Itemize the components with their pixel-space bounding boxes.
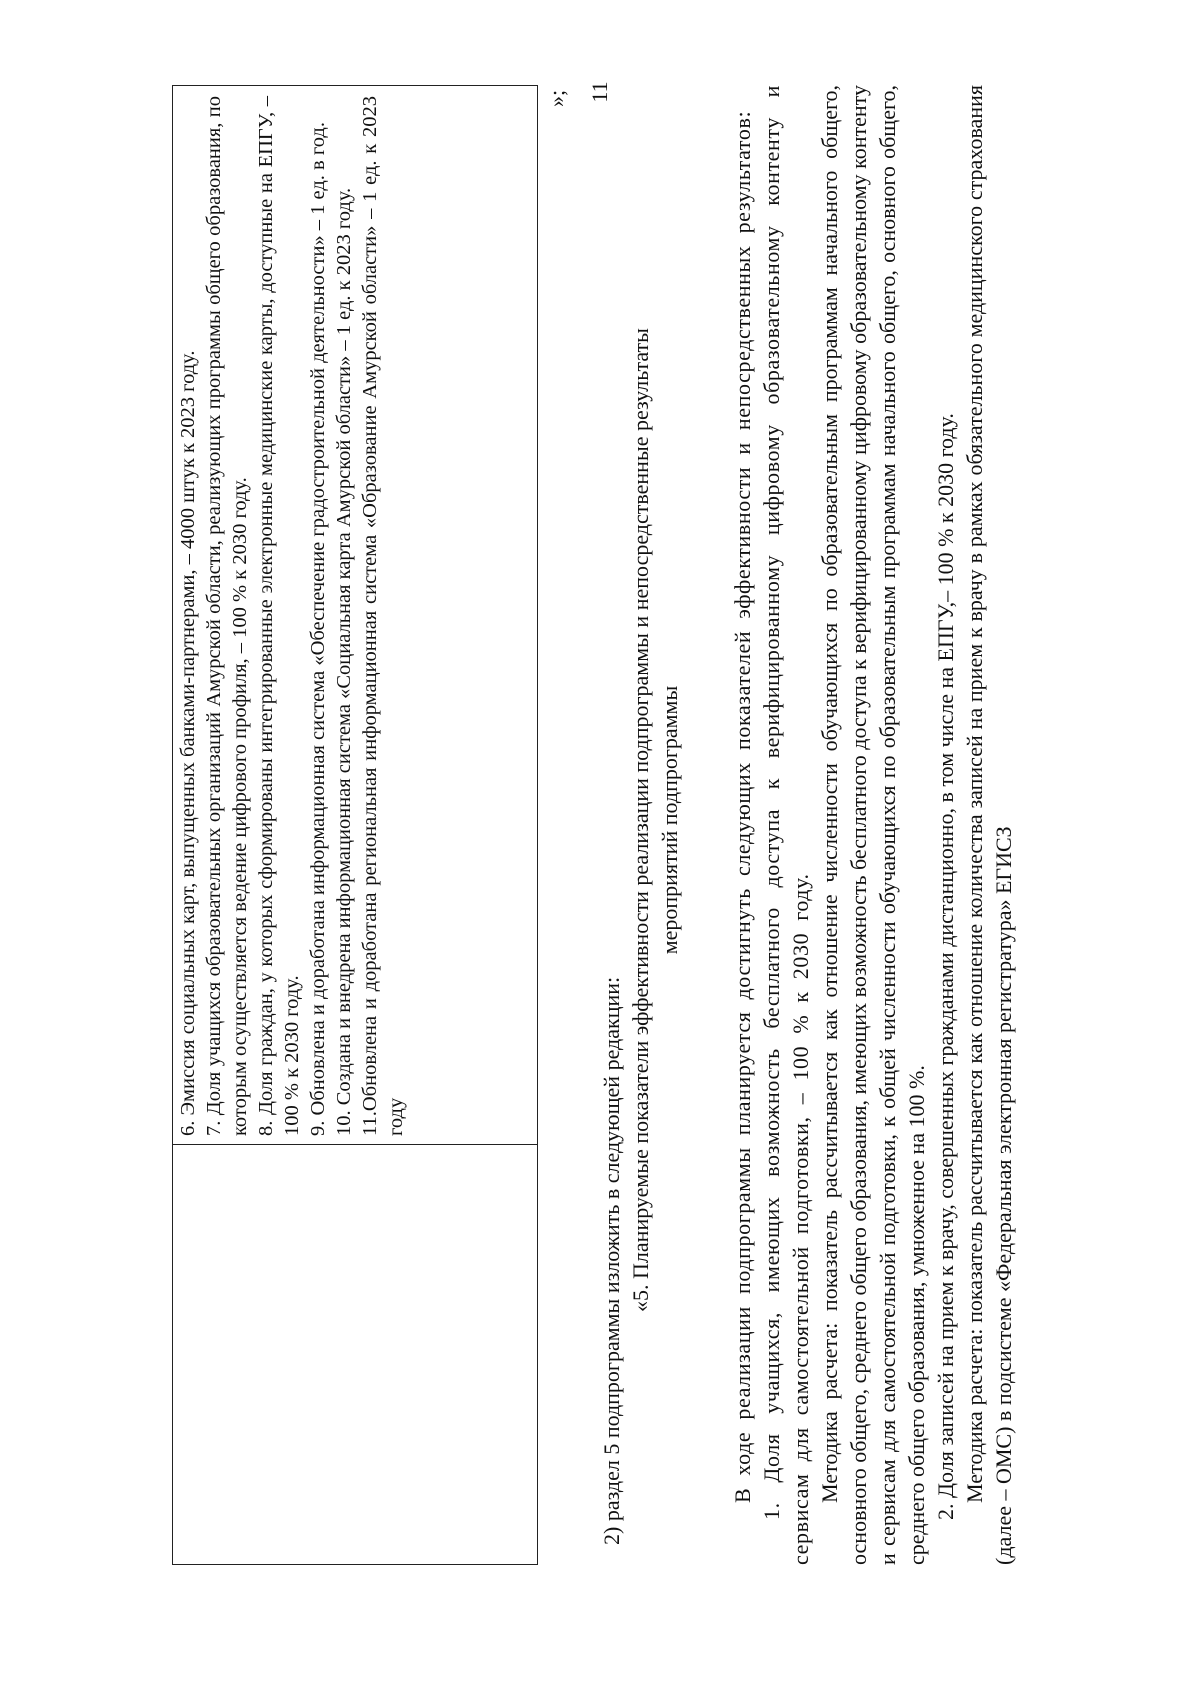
- table-item-6: 6. Эмиссия социальных карт, выпущенных банками-партнерами, – 4000 штук к 2023 году.: [177, 350, 199, 1136]
- paragraph-method-2: Методика расчета: показатель рассчитывается как отношение количества записей на прием к врачу в рамках обязательного медицинского страхования (далее – ОМС) в подсистеме «Федеральная электронная регистратура» ЕГИСЗ: [962, 85, 1016, 1565]
- table-left-cell: [173, 1144, 537, 1564]
- section-title-line-2: мероприятий подпрограммы: [657, 685, 682, 955]
- table-item-9: 9. Обновлена и доработана информационная система «Обеспечение градостроительной деятельности» – 1 ед. в год.: [307, 122, 329, 1136]
- table-item-8: 8. Доля граждан, у которых сформированы интегрированные электронные медицинские карты, доступные на ЕПГУ, – 100 % к 2030 году.: [255, 96, 303, 1136]
- paragraph-indicator-2: 2. Доля записей на прием к врачу, совершенных гражданами дистанционно, в том числе на ЕПГУ,– 100 % к 2030 году.: [933, 413, 958, 1520]
- indicator-table: [172, 85, 538, 1565]
- table-item-10: 10. Создана и внедрена информационная система «Социальная карта Амурской области» – 1 ед. к 2023 году.: [333, 187, 355, 1136]
- table-item-11: 11.Обновлена и доработана региональная информационная система «Образование Амурской области» – 1 ед. к 2023 году: [359, 96, 407, 1136]
- closing-quote-mark: »;: [544, 89, 569, 107]
- section-intro: 2) раздел 5 подпрограммы изложить в следующей редакции:: [599, 976, 624, 1545]
- rotated-page-content: [172, 35, 1172, 1565]
- document-body: [597, 85, 1018, 1565]
- paragraph-method-1: Методика расчета: показатель рассчитывается как отношение численности обучающихся по образовательным программам начального общего, основного общего, среднего общего образования, имеющих возможность бесплатного доступа к верифицированному цифровому образовательному контенту и сервисам для самостоятельной подготовки, к общей численности обучающихся по образовательным программам начального общего, основного общего, среднего общего образования, умноженное на 100 %.: [817, 85, 929, 1565]
- paragraph-indicator-1: 1. Доля учащихся, имеющих возможность бесплатного доступа к верифицированному цифровому образовательному контенту и сервисам для самостоятельной подготовки, – 100 % к 2030 году.: [759, 85, 813, 1565]
- table-item-7: 7. Доля учащихся образовательных организаций Амурской области, реализующих программы общего образования, по которым осуществляется ведение цифрового профиля, – 100 % к 2030 году.: [203, 96, 251, 1136]
- table-right-cell: [175, 96, 409, 1136]
- page-number: 11: [587, 81, 612, 103]
- paragraph-intro: В ходе реализации подпрограммы планируется достигнуть следующих показателей эффективности и непосредственных результатов:: [730, 110, 755, 1503]
- spacer: [684, 85, 728, 1565]
- section-title-line-1: «5. Планируемые показатели эффективности реализации подпрограммы и непосредственные результаты: [628, 328, 653, 1312]
